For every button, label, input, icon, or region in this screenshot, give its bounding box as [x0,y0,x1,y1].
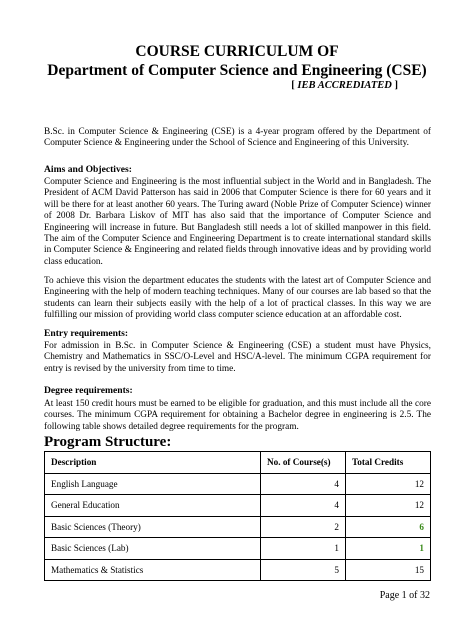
column-header-credits: Total Credits [346,452,431,474]
entry-paragraph: For admission in B.Sc. in Computer Science & Engineering (CSE) a student must have Physics, Chemistry and Mathematics in SSC/O-Level and HSC/A-level. The minimum CGPA requirement for entry is revised by the university from time to time. [44,341,431,374]
column-header-courses: No. of Course(s) [261,452,346,474]
column-header-description: Description [45,452,261,474]
table-row [45,473,431,495]
cell-description: Mathematics & Statistics [45,559,261,581]
table-header-row [45,452,431,474]
cell-description: General Education [45,495,261,517]
degree-heading: Degree requirements: [44,385,133,396]
accreditation-note: [ IEB ACCREDIATED ] [291,80,398,91]
cell-description: Basic Sciences (Theory) [45,516,261,538]
program-structure-table [44,451,431,581]
program-structure-title: Program Structure: [44,434,172,450]
entry-heading: Entry requirements: [44,328,129,339]
cell-description: Basic Sciences (Lab) [45,538,261,560]
cell-credits: 12 [346,495,431,517]
cell-courses: 5 [261,559,346,581]
table-row [45,538,431,560]
cell-credits: 6 [346,516,431,538]
cell-description: English Language [45,473,261,495]
aims-paragraph: Computer Science and Engineering is the most influential subject in the World and in Bangladesh. The President of ACM David Patterson has said in 2006 that Computer Science is there for 60 years and it will be there for at least another 60 years. The Turing award (Noble Prize of Computer Science) winner of 2008 Dr. Barbara Liskov of MIT has also said that the importance of Computer Science and Engineering will increase in future. But Bangladesh still needs a lot of skilled manpower in this field. The aim of the Computer Science and Engineering Department is to create international standard skills in Computer Science & Engineering and related fields through innovative ideas and by providing world class education. [44,177,431,267]
table-row [45,559,431,581]
vision-paragraph: To achieve this vision the department educates the students with the latest art of Computer Science and Engineering with the help of modern teaching techniques. Many of our courses are lab based so that the students can learn their subjects easily with the help of a lot of practical classes. In this way we are fulfilling our mission of providing world class computer science education at an affordable cost. [44,276,431,321]
cell-courses: 1 [261,538,346,560]
page-number: Page 1 of 32 [379,590,430,601]
cell-credits: 1 [346,538,431,560]
cell-credits: 15 [346,559,431,581]
table-row [45,495,431,517]
table-row [45,516,431,538]
department-title: Department of Computer Science and Engineering (CSE) [47,62,427,79]
cell-credits: 12 [346,473,431,495]
degree-paragraph: At least 150 credit hours must be earned to be eligible for graduation, and this must include all the core courses. The minimum CGPA requirement for obtaining a Bachelor degree in engineering is 2.5. The following table shows detailed degree requirements for the program. [44,399,431,432]
intro-paragraph: B.Sc. in Computer Science & Engineering (CSE) is a 4-year program offered by the Department of Computer Science & Engineering under the School of Science and Engineering of this University. [44,127,431,149]
aims-heading: Aims and Objectives: [44,164,132,175]
document-title: COURSE CURRICULUM OF [135,43,339,60]
cell-courses: 4 [261,495,346,517]
cell-courses: 2 [261,516,346,538]
cell-courses: 4 [261,473,346,495]
